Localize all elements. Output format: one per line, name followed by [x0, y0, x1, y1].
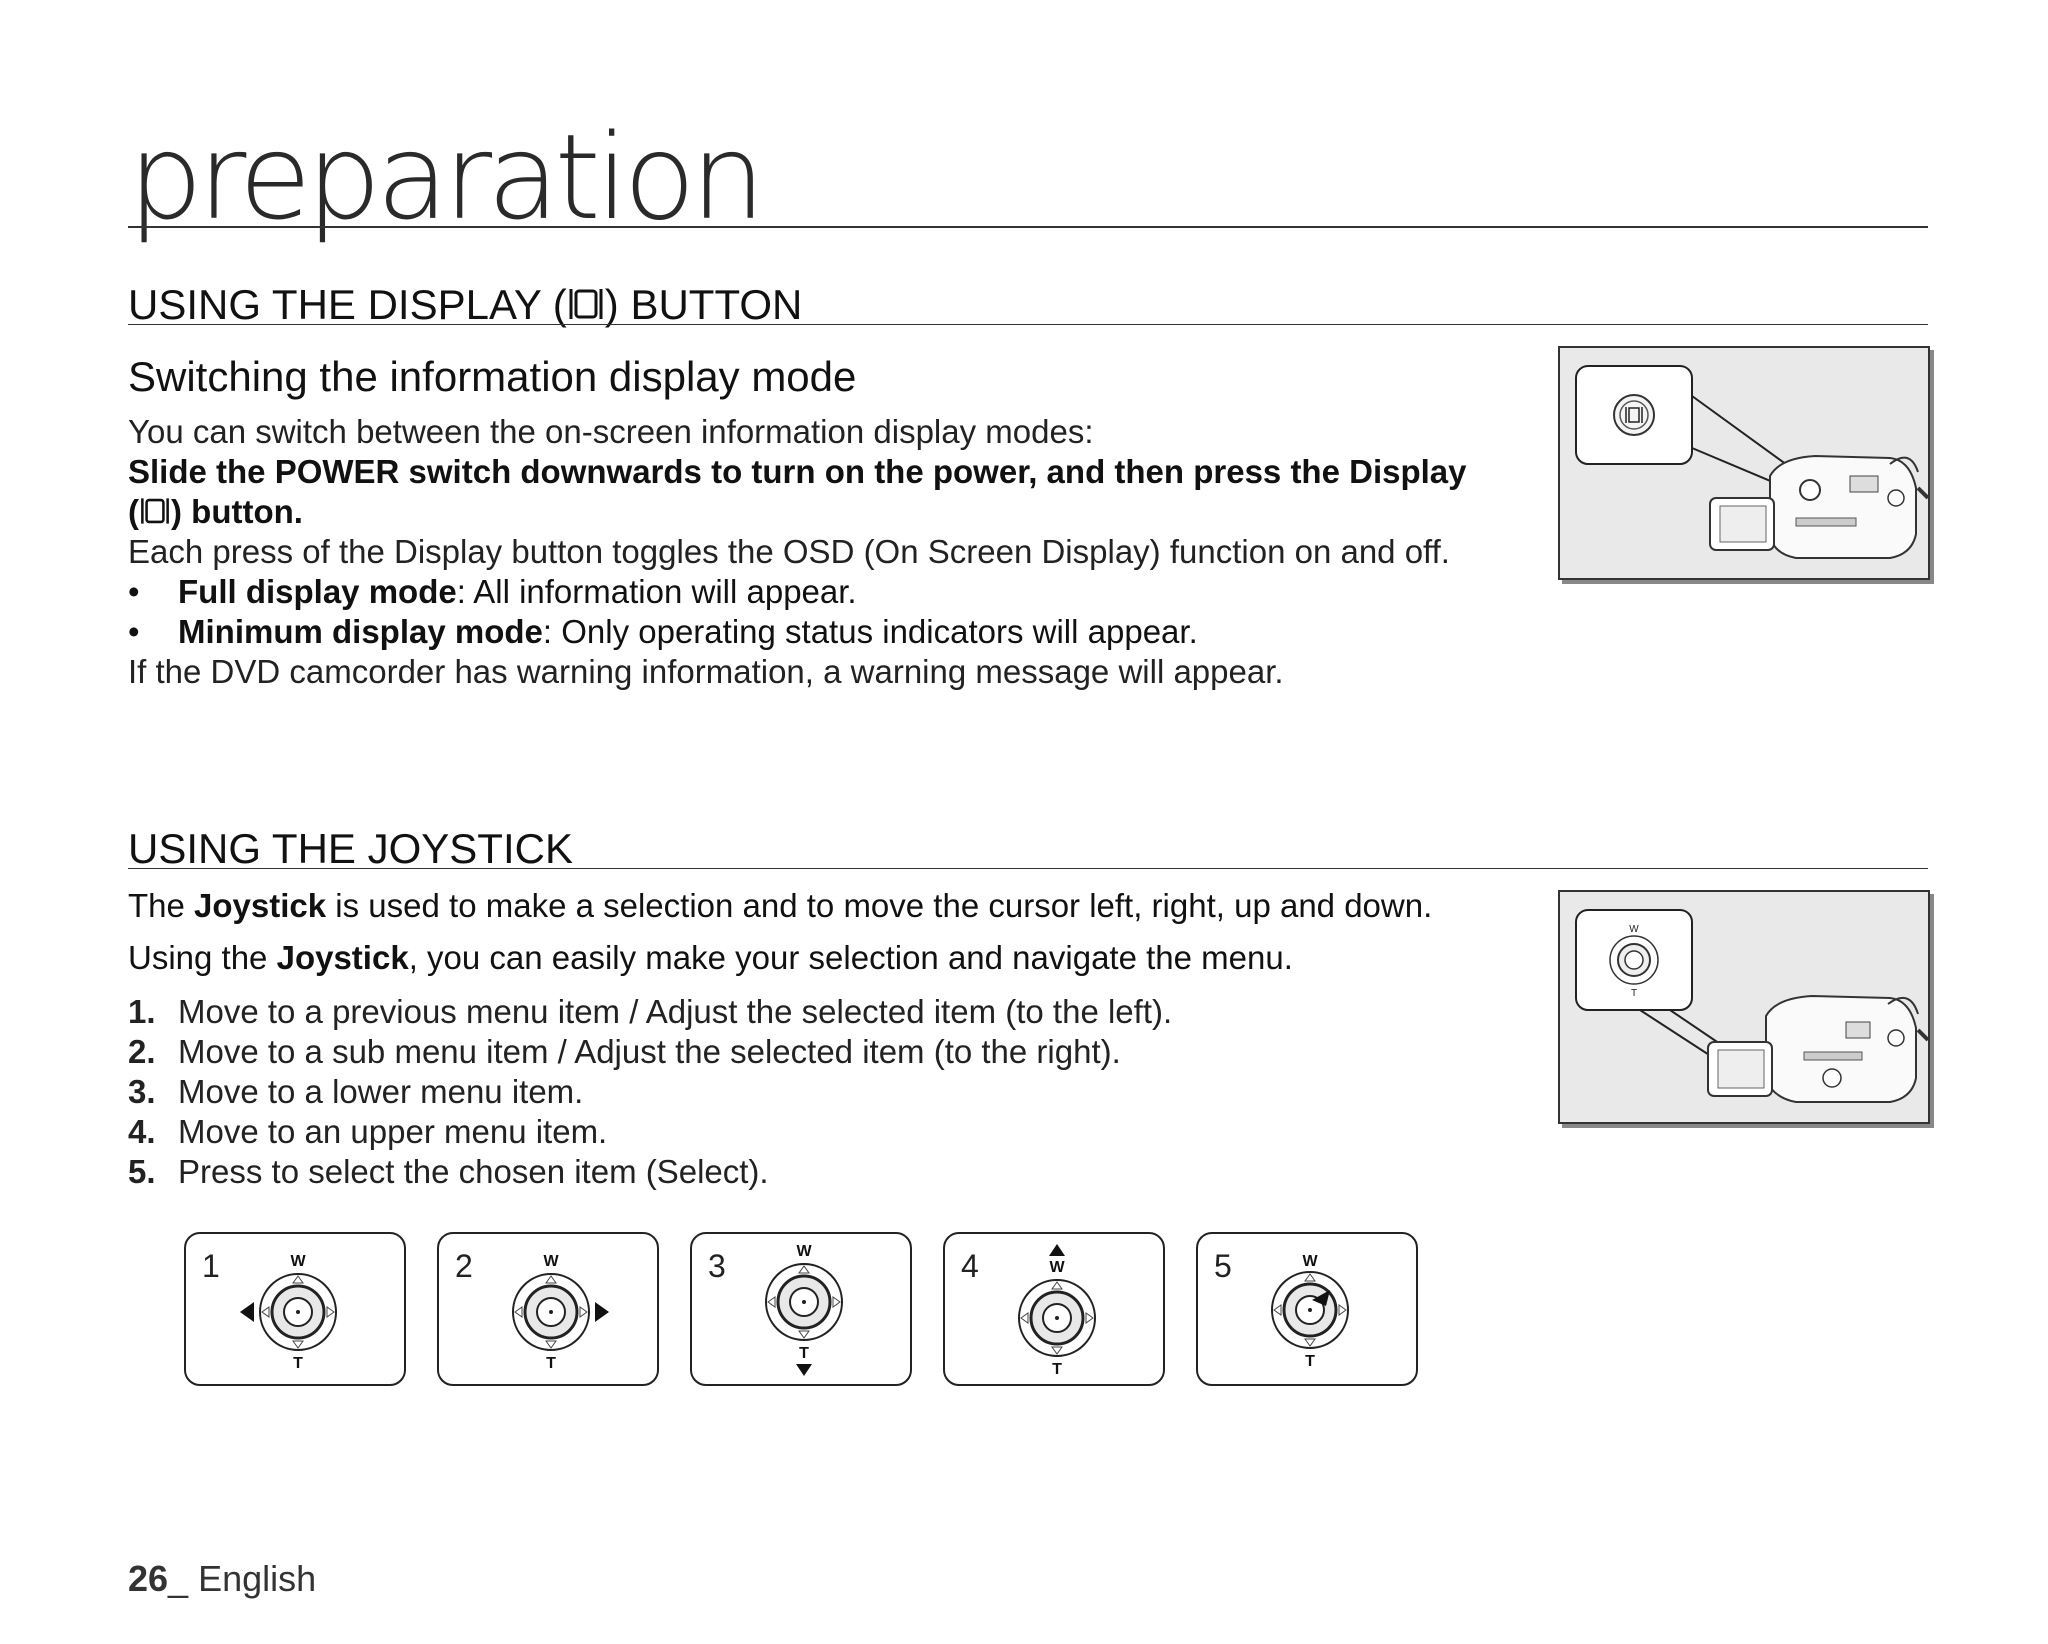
display-instruction-line1: Slide the POWER switch downwards to turn on the power, and then press the Display: [128, 453, 1467, 490]
camcorder-joystick-illustration: [1560, 892, 1928, 1122]
svg-text:T: T: [1305, 1353, 1315, 1370]
section-joystick-heading: USING THE JOYSTICK: [128, 825, 573, 872]
joystick-diagram-press: 5 W T: [1196, 1232, 1418, 1386]
joystick-step-3: 3. Move to a lower menu item.: [128, 1073, 584, 1110]
joystick-description-2: Using the Joystick, you can easily make your selection and navigate the menu.: [128, 939, 1293, 976]
joystick-diagram-up: 4 W T: [943, 1232, 1165, 1386]
bullet-dot: •: [128, 613, 140, 650]
display-intro: You can switch between the on-screen information display modes:: [128, 413, 1094, 450]
arrow-right-icon: [595, 1302, 609, 1322]
joystick-diagram-left: 1 W T: [184, 1232, 406, 1386]
camcorder-illustration: [1560, 348, 1928, 578]
svg-text:T: T: [1052, 1361, 1062, 1378]
display-instruction-line2: ( ) button.: [128, 492, 303, 536]
joystick-w-label: W: [1629, 924, 1639, 935]
svg-text:W: W: [1302, 1253, 1318, 1270]
arrow-up-icon: [1049, 1244, 1065, 1256]
display-subheading: Switching the information display mode: [128, 353, 857, 400]
joystick-figure: [1558, 890, 1930, 1124]
bullet-dot: •: [128, 573, 140, 610]
svg-text:T: T: [546, 1355, 556, 1372]
bullet-minimum-display: • Minimum display mode: Only operating status indicators will appear.: [128, 613, 1198, 650]
joystick-step-4: 4. Move to an upper menu item.: [128, 1113, 608, 1150]
chapter-rule: [128, 226, 1928, 228]
footer-language: _ English: [168, 1558, 317, 1599]
arrow-down-icon: [796, 1364, 812, 1376]
svg-text:W: W: [290, 1253, 306, 1270]
joystick-step-1: 1. Move to a previous menu item / Adjust the selected item (to the left).: [128, 993, 1173, 1030]
section-joystick-rule: [128, 868, 1928, 869]
section-display-heading: USING THE DISPLAY ( ) BUTTON: [128, 281, 803, 328]
joystick-diagram-down: 3 W T: [690, 1232, 912, 1386]
joystick-step-2: 2. Move to a sub menu item / Adjust the selected item (to the right).: [128, 1033, 1121, 1070]
display-button-icon: [139, 495, 171, 536]
joystick-step-5: 5. Press to select the chosen item (Select).: [128, 1153, 769, 1190]
svg-text:W: W: [796, 1243, 812, 1260]
display-toggle-text: Each press of the Display button toggles the OSD (On Screen Display) function on and off.: [128, 533, 1450, 570]
display-warning-text: If the DVD camcorder has warning information, a warning message will appear.: [128, 653, 1284, 690]
bullet-full-display: • Full display mode: All information will appear.: [128, 573, 857, 610]
svg-text:W: W: [1049, 1259, 1065, 1276]
joystick-description-1: The Joystick is used to make a selection and to move the cursor left, right, up and down.: [128, 887, 1433, 924]
svg-text:T: T: [799, 1345, 809, 1362]
arrow-left-icon: [240, 1302, 254, 1322]
display-button-figure: [1558, 346, 1930, 580]
chapter-title: preparation: [128, 108, 761, 246]
page-footer: [128, 1558, 316, 1600]
joystick-diagram-right: 2 W T: [437, 1232, 659, 1386]
section-display-rule: [128, 324, 1928, 325]
svg-text:W: W: [543, 1253, 559, 1270]
joystick-t-label: T: [1630, 988, 1638, 999]
svg-text:T: T: [293, 1355, 303, 1372]
page-number: 26: [128, 1558, 169, 1599]
